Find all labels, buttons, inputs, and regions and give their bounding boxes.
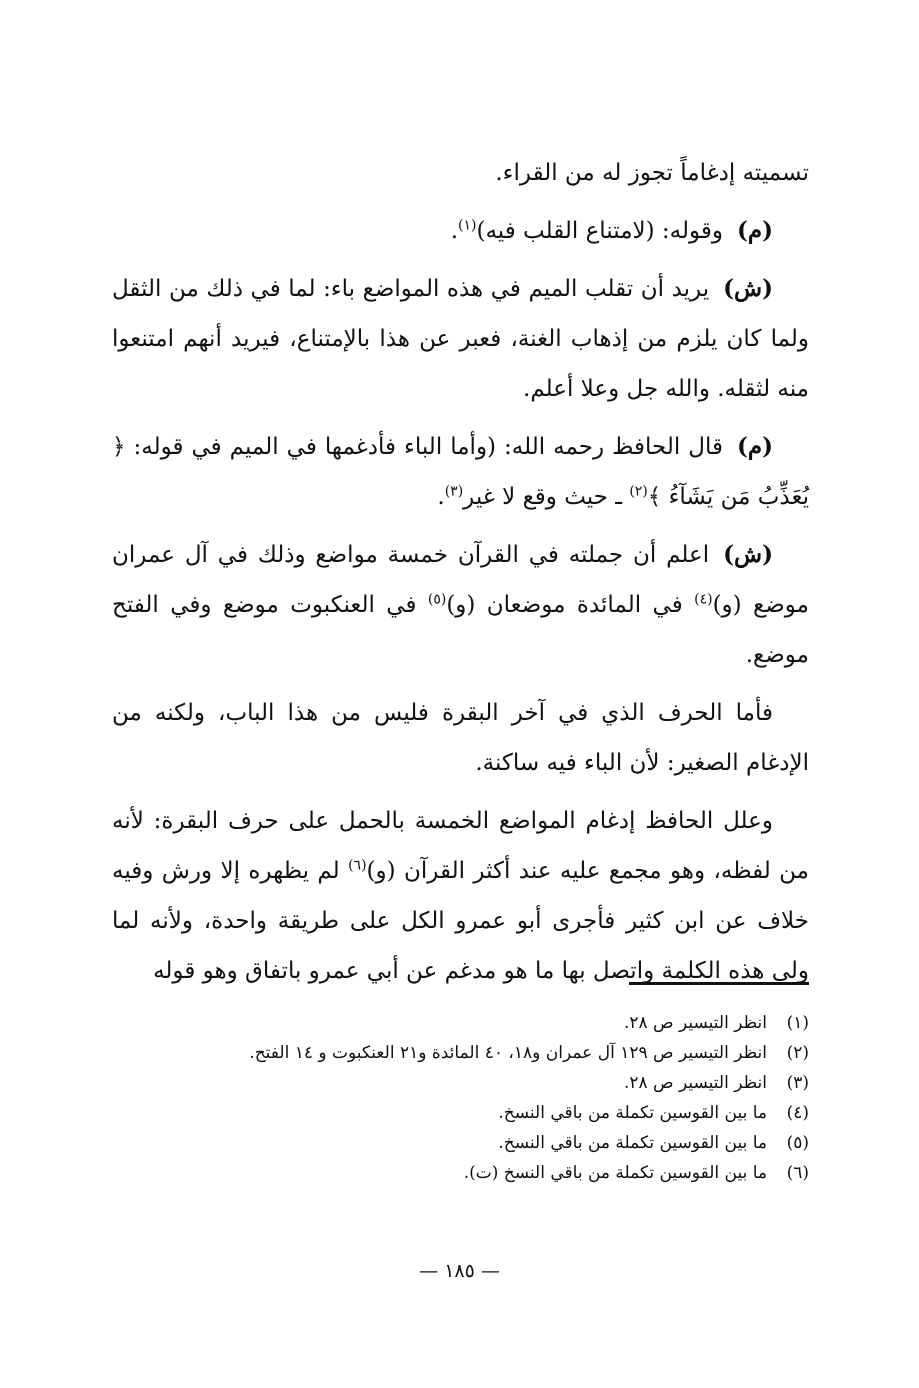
footnote-item xyxy=(112,1158,809,1188)
footnote-item xyxy=(112,1128,809,1158)
footnote-number: (٦) xyxy=(786,1163,809,1183)
footnote-text: انظر التيسير ص ٢٨. xyxy=(623,1073,767,1093)
footnote-text: انظر التيسير ص ٢٨. xyxy=(623,1013,767,1033)
paragraph-text: يريد أن تقلب الميم في هذه المواضع باء: لما في ذلك من الثقل ولما كان يلزم من إذهاب الغنة، فعبر عن هذا بالإمتناع، فيريد أنهم امتنعوا منه لثقله. والله جل وعلا أعلم. xyxy=(112,276,809,402)
paragraph-text: فأما الحرف الذي في آخر البقرة فليس من هذا الباب، ولكنه من الإدغام الصغير: لأن الباء فيه ساكنة. xyxy=(112,700,809,776)
paragraph-tag: (م) xyxy=(736,433,773,460)
footnote-ref: (٥) xyxy=(427,591,447,608)
footnote-ref: (٢) xyxy=(629,483,648,500)
footnote-text: ما بين القوسين تكملة من باقي النسخ. xyxy=(498,1133,767,1153)
main-text xyxy=(112,148,809,1004)
paragraph-5 xyxy=(112,530,809,680)
footnote-item xyxy=(112,1098,809,1128)
paragraph-text: اعلم أن جملته في القرآن خمسة مواضع وذلك في آل عمران موضع (و) xyxy=(112,542,809,618)
footnote-item xyxy=(112,1068,809,1098)
paragraph-text-tail: في العنكبوت موضع وفي الفتح موضع. xyxy=(112,592,809,668)
footnote-number: (٥) xyxy=(786,1133,809,1153)
footnote-ref: (٣) xyxy=(444,483,464,500)
footnote-item xyxy=(112,1008,809,1038)
footnote-divider xyxy=(629,982,809,985)
footnote-item xyxy=(112,1038,809,1068)
footnote-text: ما بين القوسين تكملة من باقي النسخ. xyxy=(498,1103,767,1123)
page-number: — ١٨٥ — xyxy=(419,1260,500,1282)
paragraph-tag: (ش) xyxy=(723,541,773,568)
footnote-number: (١) xyxy=(786,1013,809,1033)
paragraph-text-tail: ـ حيث وقع لا غير xyxy=(463,484,630,510)
footnote-ref: (٤) xyxy=(694,591,713,608)
paragraph-7 xyxy=(112,796,809,996)
footnote-ref: (٦) xyxy=(348,857,367,874)
paragraph-text-tail: . xyxy=(437,484,445,510)
footnote-number: (٢) xyxy=(786,1043,809,1063)
paragraph-6 xyxy=(112,688,809,788)
footnote-ref: (١) xyxy=(458,217,477,234)
paragraph-text: تسميته إدغاماً تجوز له من القراء. xyxy=(495,160,809,186)
paragraph-tag: (ش) xyxy=(723,275,773,302)
paragraph-text-tail: في المائدة موضعان (و) xyxy=(446,592,695,618)
paragraph-text: وقوله: (لامتناع القلب فيه) xyxy=(476,218,723,244)
paragraph-text-tail: . xyxy=(450,218,459,244)
paragraph-text: وعلل الحافظ إدغام المواضع الخمسة بالحمل على حرف البقرة: لأنه من لفظه، وهو مجمع عليه عند أكثر القرآن (و) xyxy=(112,808,809,884)
footnote-text: ما بين القوسين تكملة من باقي النسخ (ت). xyxy=(463,1163,767,1183)
footnote-text: انظر التيسير ص ١٢٩ آل عمران و١٨، ٤٠ المائدة و٢١ العنكبوت و ١٤ الفتح. xyxy=(249,1043,767,1063)
paragraph-text-tail: لم يظهره إلا ورش وفيه خلاف عن ابن كثير فأجرى أبو عمرو الكل على طريقة واحدة، ولأنه لما ولى هذه الكلمة واتصل بها ما هو مدغم عن أبي عمرو باتفاق وهو قوله xyxy=(112,858,809,984)
footnote-number: (٤) xyxy=(786,1103,809,1123)
paragraph-1 xyxy=(112,148,809,198)
paragraph-3 xyxy=(112,264,809,414)
footnotes xyxy=(112,1008,809,1188)
paragraph-text: قال الحافظ رحمه الله: (وأما الباء فأدغمها في الميم في قوله: ﴿ يُعَذِّبُ مَن يَشَآءُ ﴾ xyxy=(112,434,809,510)
paragraph-2 xyxy=(112,206,809,256)
paragraph-4 xyxy=(112,422,809,522)
footnote-number: (٣) xyxy=(786,1073,809,1093)
paragraph-tag: (م) xyxy=(736,217,773,244)
